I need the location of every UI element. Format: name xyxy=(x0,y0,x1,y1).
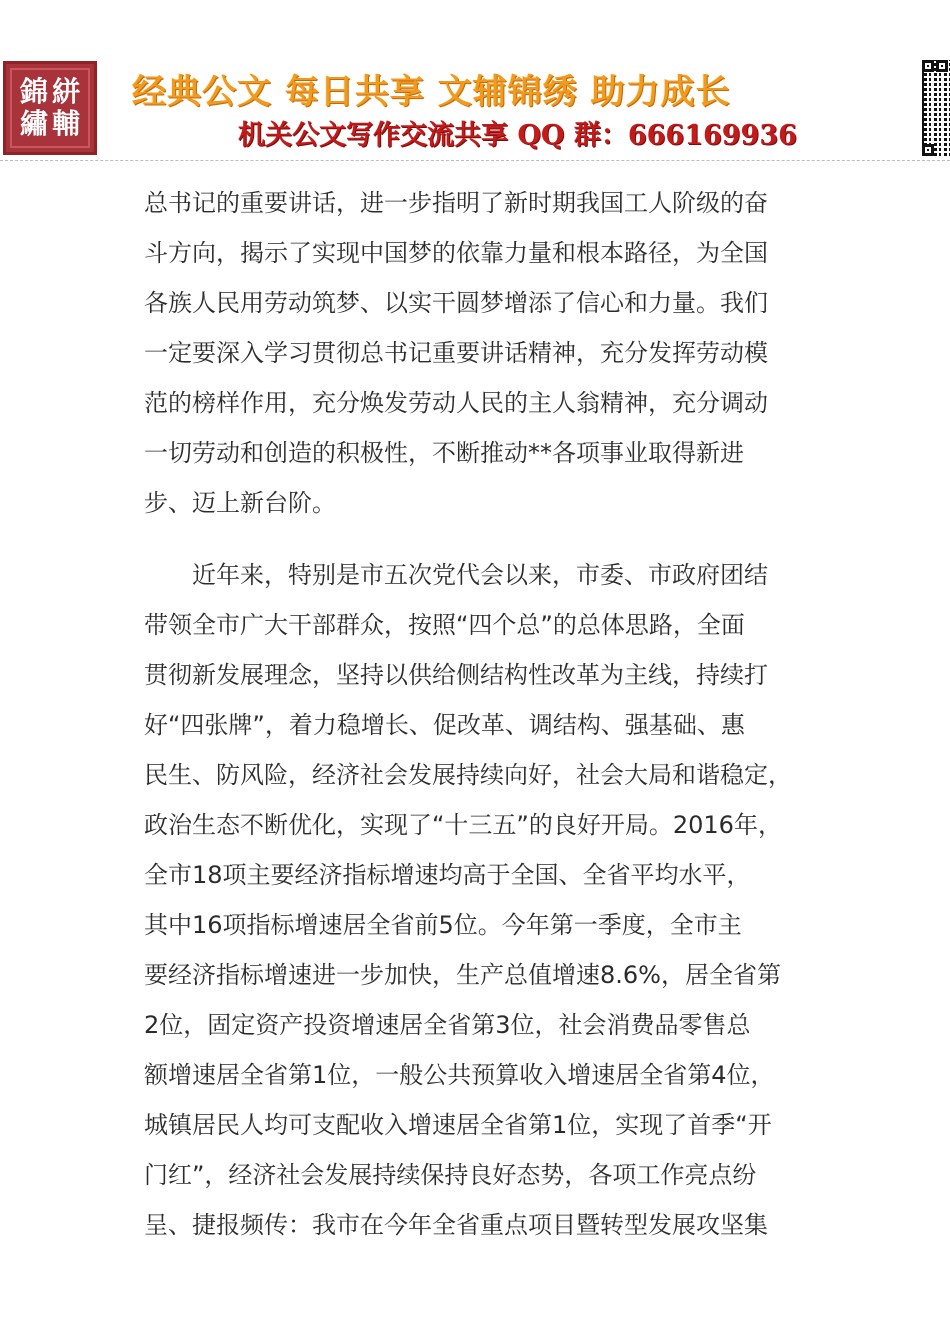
seal-char: 絣 xyxy=(51,75,80,108)
text-line: 呈、捷报频传：我市在今年全省重点项目暨转型发展攻坚集 xyxy=(144,1211,768,1239)
text-line: 带领全市广大干部群众，按照“四个总”的总体思路，全面 xyxy=(144,611,745,639)
text-line: 2位，固定资产投资增速居全省第3位，社会消费品零售总 xyxy=(144,1011,751,1039)
qr-finder-mark xyxy=(922,60,934,72)
seal-char: 繡 xyxy=(19,107,48,140)
text-line: 范的榜样作用，充分焕发劳动人民的主人翁精神，充分调动 xyxy=(144,389,768,417)
qq-group-line: 机关公文写作交流共享 QQ 群：666169936 xyxy=(238,120,797,151)
seal-characters xyxy=(18,76,82,140)
seal-logo xyxy=(3,61,97,155)
paragraph xyxy=(144,178,834,528)
text-line: 斗方向，揭示了实现中国梦的依靠力量和根本路径，为全国 xyxy=(144,239,768,267)
text-line: 要经济指标增速进一步加快，生产总值增速8.6%，居全省第 xyxy=(144,961,781,989)
header-banner xyxy=(0,0,950,162)
seal-char: 輔 xyxy=(51,107,80,140)
text-line: 其中16项指标增速居全省前5位。今年第一季度，全市主 xyxy=(144,911,742,939)
qr-finder-mark xyxy=(922,144,934,156)
qr-code-icon xyxy=(922,60,950,156)
header-divider xyxy=(0,160,950,161)
text-line: 民生、防风险，经济社会发展持续向好，社会大局和谐稳定， xyxy=(144,761,792,789)
paragraph xyxy=(144,550,834,1250)
seal-char: 錦 xyxy=(19,75,48,108)
text-line: 一切劳动和创造的积极性，不断推动**各项事业取得新进 xyxy=(144,439,744,467)
text-line: 门红”，经济社会发展持续保持良好态势，各项工作亮点纷 xyxy=(144,1161,757,1189)
document-body xyxy=(144,178,834,1250)
qr-finder-mark xyxy=(936,60,948,72)
header-slogan: 经典公文 每日共享 文辅锦绣 助力成长 xyxy=(132,72,731,112)
text-line: 步、迈上新台阶。 xyxy=(144,489,336,517)
text-line: 城镇居民人均可支配收入增速居全省第1位，实现了首季“开 xyxy=(144,1111,772,1139)
text-line: 全市18项主要经济指标增速均高于全国、全省平均水平， xyxy=(144,861,751,889)
text-line: 各族人民用劳动筑梦、以实干圆梦增添了信心和力量。我们 xyxy=(144,289,768,317)
text-line: 政治生态不断优化，实现了“十三五”的良好开局。2016年， xyxy=(144,811,782,839)
text-line: 额增速居全省第1位，一般公共预算收入增速居全省第4位， xyxy=(144,1061,775,1089)
paragraph-spacer xyxy=(144,528,834,550)
text-line: 好“四张牌”，着力稳增长、促改革、调结构、强基础、惠 xyxy=(144,711,745,739)
text-line: 一定要深入学习贯彻总书记重要讲话精神，充分发挥劳动模 xyxy=(144,339,768,367)
text-line: 贯彻新发展理念，坚持以供给侧结构性改革为主线，持续打 xyxy=(144,661,768,689)
text-line: 总书记的重要讲话，进一步指明了新时期我国工人阶级的奋 xyxy=(144,189,768,217)
text-line: 近年来，特别是市五次党代会以来，市委、市政府团结 xyxy=(144,561,768,589)
